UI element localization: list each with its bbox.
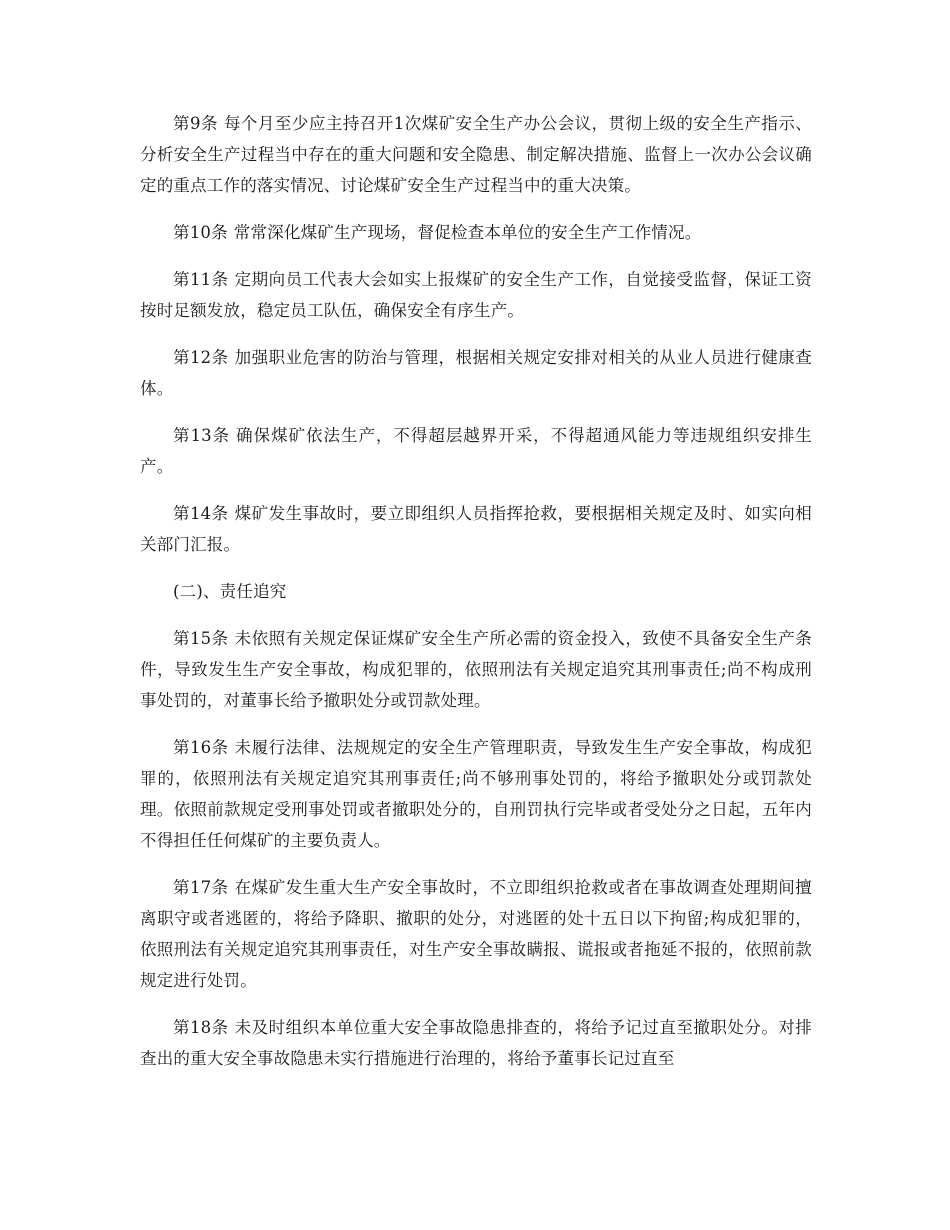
article-number: 第18条 [173, 1018, 229, 1037]
article-text: 确保煤矿依法生产，不得超层越界开采，不得超通风能力等违规组织安排生产。 [140, 426, 812, 476]
article-text: 常常深化煤矿生产现场，督促检查本单位的安全生产工作情况。 [233, 223, 702, 242]
article-number: 第12条 [173, 348, 229, 367]
article-number: 第16条 [173, 738, 229, 757]
article-number: 第14条 [173, 504, 229, 523]
article-text: 未及时组织本单位重大安全事故隐患排查的，将给予记过直至撤职处分。对排查出的重大安全事故隐患未实行措施进行治理的，将给予董事长记过直至 [140, 1018, 812, 1068]
paragraph-article-16 [140, 732, 812, 856]
article-text: 未依照有关规定保证煤矿安全生产所必需的资金投入，致使不具备安全生产条件，导致发生生产安全事故，构成犯罪的，依照刑法有关规定追究其刑事责任;尚不构成刑事处罚的，对董事长给予撤职处分或罚款处理。 [140, 629, 812, 710]
paragraph-article-14 [140, 498, 812, 560]
article-number: 第9条 [173, 114, 218, 133]
paragraph-article-12 [140, 342, 812, 404]
article-text: 煤矿发生事故时，要立即组织人员指挥抢救，要根据相关规定及时、如实向相关部门汇报。 [140, 504, 812, 554]
article-text: 未履行法律、法规规定的安全生产管理职责，导致发生生产安全事故，构成犯罪的，依照刑法有关规定追究其刑事责任;尚不够刑事处罚的，将给予撤职处分或罚款处理。依照前款规定受刑事处罚或者撤职处分的，自刑罚执行完毕或者受处分之日起，五年内不得担任任何煤矿的主要负责人。 [140, 738, 812, 850]
paragraph-article-18 [140, 1012, 812, 1074]
article-text: 定期向员工代表大会如实上报煤矿的安全生产工作，自觉接受监督，保证工资按时足额发放，稳定员工队伍，确保安全有序生产。 [140, 270, 812, 320]
paragraph-article-13 [140, 420, 812, 482]
paragraph-article-11 [140, 264, 812, 326]
article-number: 第13条 [173, 426, 231, 445]
section-heading-text: (二)、责任追究 [173, 582, 287, 601]
article-number: 第17条 [173, 878, 229, 897]
section-heading-accountability [140, 576, 812, 607]
paragraph-article-10 [140, 217, 812, 248]
paragraph-article-17 [140, 872, 812, 996]
article-text: 在煤矿发生重大生产安全事故时，不立即组织抢救或者在事故调查处理期间擅离职守或者逃匿的，将给予降职、撤职的处分，对逃匿的处十五日以下拘留;构成犯罪的，依照刑法有关规定追究其刑事责任，对生产安全事故瞒报、谎报或者拖延不报的，依照前款规定进行处罚。 [140, 878, 812, 990]
article-number: 第15条 [173, 629, 229, 648]
paragraph-article-9 [140, 108, 812, 201]
article-number: 第10条 [173, 223, 228, 242]
article-text: 加强职业危害的防治与管理，根据相关规定安排对相关的从业人员进行健康查体。 [140, 348, 812, 398]
paragraph-article-15 [140, 623, 812, 716]
article-text: 每个月至少应主持召开1次煤矿安全生产办公会议，贯彻上级的安全生产指示、分析安全生产过程当中存在的重大问题和安全隐患、制定解决措施、监督上一次办公会议确定的重点工作的落实情况、讨论煤矿安全生产过程当中的重大决策。 [140, 114, 812, 195]
article-number: 第11条 [173, 270, 229, 289]
